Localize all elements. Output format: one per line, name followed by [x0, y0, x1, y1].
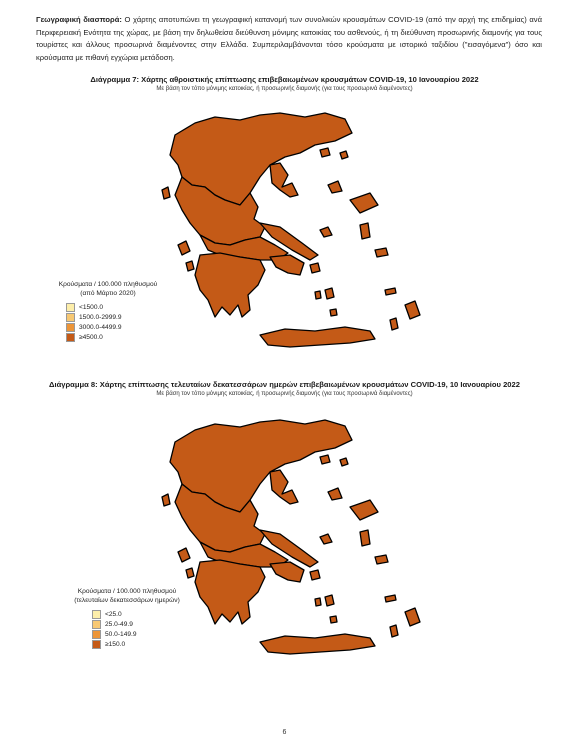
- island-thasos: [320, 455, 330, 464]
- legend-swatch: [92, 630, 101, 639]
- island-kefalonia: [178, 548, 190, 562]
- legend-item: [92, 639, 202, 649]
- legend-title: Κρούσματα / 100.000 πληθυσμού: [77, 588, 177, 595]
- legend-swatch: [92, 610, 101, 619]
- legend-swatch: [66, 333, 75, 342]
- island-thasos: [320, 148, 330, 157]
- island-andros: [310, 263, 320, 273]
- legend-swatch: [66, 303, 75, 312]
- island-skyros: [320, 534, 332, 544]
- map-regions: [162, 113, 420, 347]
- legend-swatch: [92, 640, 101, 649]
- island-samos: [375, 555, 388, 564]
- legend-title: Κρούσματα / 100.000 πληθυσμού: [58, 281, 158, 288]
- legend-item: [66, 332, 178, 342]
- intro-label: Γεωγραφική διασπορά:: [36, 15, 122, 24]
- island-lesvos: [350, 193, 378, 213]
- page-number: 6: [282, 729, 287, 736]
- island-santorini: [330, 616, 337, 623]
- region-chalkidiki: [270, 470, 298, 504]
- region-attica: [270, 562, 304, 582]
- legend-subtitle: (τελευταίων δεκατεσσάρων ημερών): [74, 597, 180, 604]
- island-chios: [360, 530, 370, 546]
- region-chalkidiki: [270, 163, 298, 197]
- legend-label: ≥150.0: [105, 640, 126, 648]
- legend-label: 25.0-49.9: [105, 620, 133, 628]
- intro-paragraph: [36, 14, 542, 64]
- legend-item: [92, 619, 202, 629]
- island-rhodes: [405, 301, 420, 319]
- island-samos: [375, 248, 388, 257]
- region-peloponnese: [195, 253, 265, 317]
- legend-label: ≥4500.0: [79, 333, 103, 341]
- legend-item: [66, 312, 178, 322]
- legend-swatch: [66, 313, 75, 322]
- island-lesvos: [350, 500, 378, 520]
- island-samothraki: [340, 151, 348, 159]
- island-corfu: [162, 494, 170, 506]
- island-paros: [315, 598, 321, 606]
- island-lemnos: [328, 488, 342, 500]
- intro-text: Ο χάρτης αποτυπώνει τη γεωγραφική κατανομή των συνολικών κρουσμάτων COVID-19 (από την αρχή της επιδημίας) ανά Περιφερειακή Ενότητα της χώρας, με βάση την δηλωθείσα διεύθυνση μόνιμης κατοικίας του ασθενούς, ή τη διεύθυνση προσωρινής διαμονής για τους τουρίστες και άλλους προσωρινά διαμένοντες στην Ελλάδα. Συμπεριλαμβάνονται τόσο κρούσματα με ιστορικό ταξιδίου ("εισαγόμενα") όσο και κρούσματα με πιθανή εγχώρια μετάδοση.: [36, 15, 542, 62]
- legend-item: [92, 609, 202, 619]
- region-peloponnese: [195, 560, 265, 624]
- legend-item: [66, 322, 178, 332]
- legend-label: 1500.0-2999.9: [79, 313, 122, 321]
- legend-swatch: [66, 323, 75, 332]
- legend-label: 3000.0-4499.9: [79, 323, 122, 331]
- island-karpathos: [390, 318, 398, 330]
- region-crete: [260, 327, 375, 347]
- legend-item: [66, 302, 178, 312]
- figure-7-subtitle: Με βάση τον τόπο μόνιμης κατοικίας, ή προσωρινής διαμονής (για τους προσωρινά διαμένοντες): [156, 86, 413, 92]
- island-kos: [385, 595, 396, 602]
- legend-label: <1500.0: [79, 303, 104, 311]
- figure-8-subtitle: Με βάση τον τόπο μόνιμης κατοικίας, ή προσωρινής διαμονής (για τους προσωρινά διαμένοντες): [156, 391, 413, 397]
- island-kos: [385, 288, 396, 295]
- legend-item: [92, 629, 202, 639]
- island-zakynthos: [186, 261, 194, 271]
- island-santorini: [330, 309, 337, 316]
- figure-7-title: Διάγραμμα 7: Χάρτης αθροιστικής επίπτωσης επιβεβαιωμένων κρουσμάτων COVID-19, 10 Ιανουαρίου 2022: [90, 75, 479, 84]
- island-skyros: [320, 227, 332, 237]
- island-chios: [360, 223, 370, 239]
- island-karpathos: [390, 625, 398, 637]
- legend-14day: [52, 587, 202, 649]
- island-corfu: [162, 187, 170, 199]
- island-zakynthos: [186, 568, 194, 578]
- figure-8-title: Διάγραμμα 8: Χάρτης επίπτωσης τελευταίων δεκατεσσάρων ημερών επιβεβαιωμένων κρουσμάτων COVID-19, 10 Ιανουαρίου 2022: [49, 380, 520, 389]
- island-andros: [310, 570, 320, 580]
- region-crete: [260, 634, 375, 654]
- region-attica: [270, 255, 304, 275]
- island-kefalonia: [178, 241, 190, 255]
- island-samothraki: [340, 458, 348, 466]
- legend-label: <25.0: [105, 610, 122, 618]
- island-naxos: [325, 288, 334, 299]
- legend-swatch: [92, 620, 101, 629]
- island-rhodes: [405, 608, 420, 626]
- island-naxos: [325, 595, 334, 606]
- island-lemnos: [328, 181, 342, 193]
- island-paros: [315, 291, 321, 299]
- legend-label: 50.0-149.9: [105, 630, 137, 638]
- legend-subtitle: (από Μάρτιο 2020): [80, 290, 136, 297]
- legend-cumulative: [38, 280, 178, 342]
